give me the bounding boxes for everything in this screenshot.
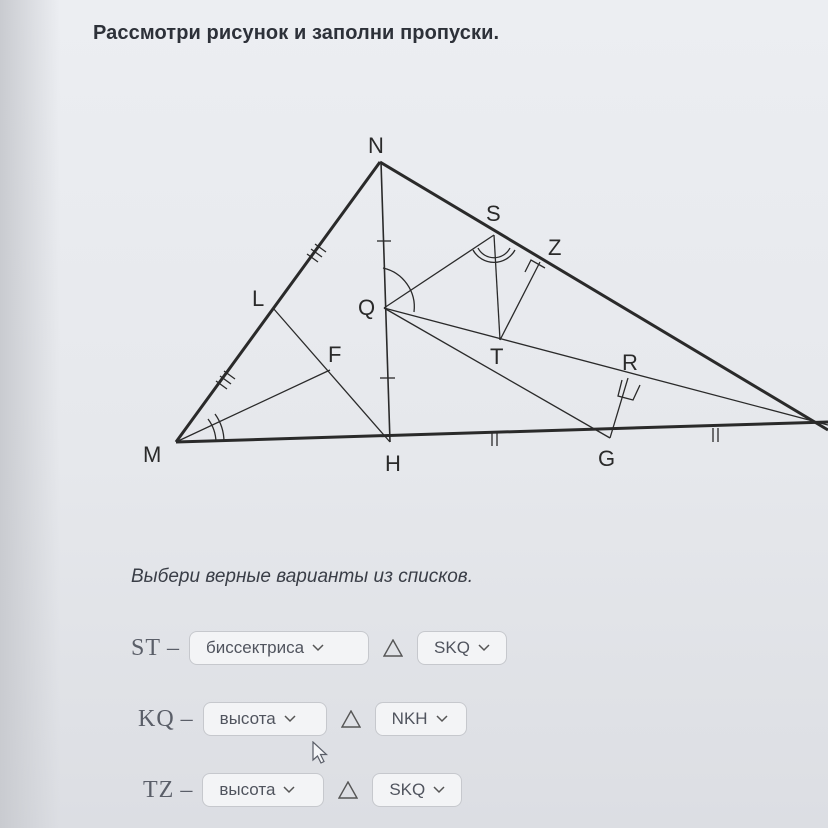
label-g: G <box>598 446 616 471</box>
segment-mf <box>176 370 330 442</box>
chevron-down-icon <box>478 643 490 653</box>
triangle-select-2[interactable] <box>375 702 467 736</box>
label-f: F <box>328 342 342 367</box>
label-m: M <box>143 442 162 467</box>
segment-tz <box>500 262 540 340</box>
type-select-value: высота <box>219 780 276 799</box>
task-title: Рассмотри рисунок и заполни пропуски. <box>93 22 500 44</box>
type-select-value: высота <box>219 709 276 728</box>
label-h: H <box>385 451 401 476</box>
segment-qs <box>384 235 494 308</box>
type-select-2[interactable] <box>203 702 327 736</box>
chevron-down-icon <box>283 785 295 795</box>
angle-arc-s-1 <box>473 250 515 262</box>
triangle-icon <box>383 639 403 657</box>
segment-name: ST <box>131 634 162 661</box>
chevron-down-icon <box>312 643 324 653</box>
dash: – <box>180 705 193 732</box>
answer-row-2 <box>138 697 467 741</box>
label-q: Q <box>358 295 376 320</box>
triangle-icon <box>338 781 358 799</box>
segment-name: KQ <box>138 705 175 732</box>
answer-row-3 <box>143 768 462 812</box>
angle-arc-m-2 <box>215 414 224 442</box>
triangle-icon <box>341 710 361 728</box>
type-select-1[interactable] <box>189 631 369 665</box>
side-nk <box>380 162 828 430</box>
angle-arc-m-1 <box>208 419 216 442</box>
triangle-select-value: SKQ <box>434 638 470 657</box>
instruction-text: Выбери верные варианты из списков. <box>131 566 473 587</box>
right-angle-z <box>525 260 545 272</box>
type-select-3[interactable] <box>202 773 324 807</box>
mouse-cursor-icon <box>312 741 330 765</box>
label-z: Z <box>548 235 562 260</box>
triangle-select-value: SKQ <box>389 780 426 799</box>
triangle-select-1[interactable] <box>417 631 507 665</box>
triangle-select-value: NKH <box>391 709 428 728</box>
segment-nh <box>381 162 390 442</box>
segment-lh <box>273 308 390 442</box>
dash: – <box>180 776 193 803</box>
side-mn <box>176 162 380 442</box>
segment-qg <box>384 308 610 438</box>
segment-st <box>494 235 500 340</box>
type-select-value: биссектриса <box>206 638 305 657</box>
label-t: T <box>490 344 504 369</box>
side-mk <box>176 422 828 442</box>
chevron-down-icon <box>284 714 296 724</box>
chevron-down-icon <box>436 714 448 724</box>
right-angle-r <box>618 380 640 400</box>
dash: – <box>167 634 180 661</box>
segment-qk <box>384 308 828 425</box>
label-r: R <box>622 350 638 375</box>
angle-arc-s-2 <box>478 248 510 258</box>
triangle-select-3[interactable] <box>372 773 462 807</box>
label-s: S <box>486 201 501 226</box>
chevron-down-icon <box>433 785 445 795</box>
answer-row-1 <box>131 626 507 670</box>
segment-name: TZ <box>143 776 175 803</box>
label-l: L <box>252 286 265 311</box>
label-n: N <box>368 133 384 158</box>
